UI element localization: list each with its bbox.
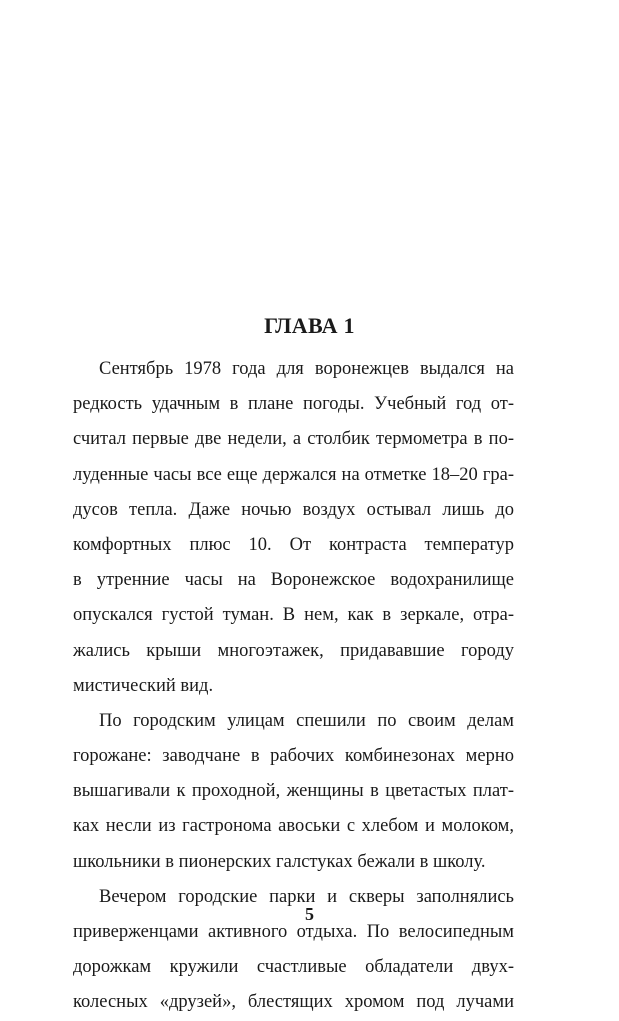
text-line: школьники в пионерских галстуках бежали в школу. <box>73 851 486 872</box>
text-line: Вечером городские парки и скверы заполнялись <box>99 886 514 907</box>
text-line: приверженцами активного отдыха. По велосипедным <box>73 922 514 942</box>
paragraph-2 <box>73 704 514 880</box>
page-number: 5 <box>305 904 314 924</box>
paragraph-3 <box>73 880 514 1021</box>
text-line: дусов тепла. Даже ночью воздух остывал лишь до <box>73 499 514 520</box>
text-line: луденные часы все еще держался на отметке 18–20 гра- <box>73 464 514 485</box>
text-line: жались крыши многоэтажек, придававшие городу <box>73 640 514 661</box>
text-line: По городским улицам спешили по своим делам <box>99 710 514 731</box>
text-line: в утренние часы на Воронежское водохранилище <box>73 570 514 591</box>
text-line: дорожкам кружили счастливые обладатели двух- <box>73 957 514 978</box>
text-line: считал первые две недели, а столбик термометра в по- <box>73 429 514 450</box>
text-line: горожане: заводчане в рабочих комбинезонах мерно <box>73 746 514 767</box>
text-line: Сентябрь 1978 года для воронежцев выдался на <box>99 359 514 379</box>
text-line: комфортных плюс 10. От контраста температур <box>73 534 514 555</box>
text-line: ках несли из гастронома авоськи с хлебом и молоком, <box>73 816 514 837</box>
chapter-title: ГЛАВА 1 <box>264 313 355 338</box>
text-line: редкость удачным в плане погоды. Учебный год от- <box>73 394 514 415</box>
paragraph-1 <box>73 352 514 704</box>
text-line: колесных «друзей», блестящих хромом под лучами <box>73 992 514 1013</box>
text-line: опускался густой туман. В нем, как в зеркале, отра- <box>73 605 514 626</box>
text-line: мистический вид. <box>73 675 214 696</box>
text-line: вышагивали к проходной, женщины в цветастых плат- <box>73 781 514 802</box>
